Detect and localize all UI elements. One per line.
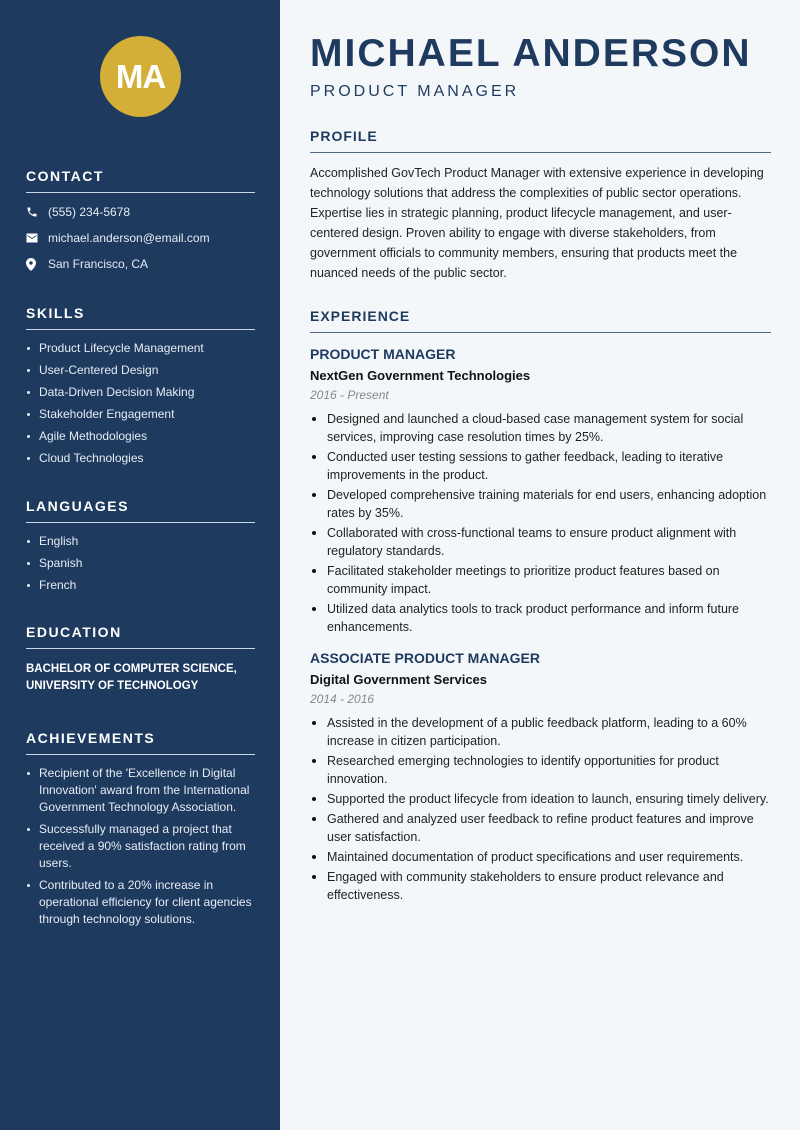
profile-text: Accomplished GovTech Product Manager with extensive experience in developing technology solutions that address the complexities of public sector operations. Expertise lies in strategic planning, product lifecycle management, and user-centered design. Proven ability to engage with diverse stakeholders, from government officials to community members, ensuring that products meet the nuanced needs of the public sector. (310, 166, 764, 280)
contact-location-text: San Francisco, CA (48, 257, 149, 271)
achievement-item: Recipient of the 'Excellence in Digital Innovation' award from the International Government Technology Association. (26, 765, 255, 816)
skill-item: Product Lifecycle Management (26, 340, 255, 357)
skill-item: User-Centered Design (26, 362, 255, 379)
candidate-name: MICHAEL ANDERSON (310, 32, 752, 75)
job-bullets (310, 714, 771, 904)
sidebar (0, 0, 280, 1130)
contact-email (26, 225, 255, 251)
education-heading: EDUCATION (26, 624, 255, 649)
skills-list (26, 340, 255, 467)
education-section (26, 624, 255, 695)
job-title: PRODUCT MANAGER (310, 346, 456, 362)
skill-item: Cloud Technologies (26, 450, 255, 467)
job-bullet: Supported the product lifecycle from ideation to launch, ensuring timely delivery. (310, 790, 771, 808)
education-line-1: BACHELOR OF COMPUTER SCIENCE, (26, 663, 237, 675)
language-item: Spanish (26, 555, 255, 572)
education-degree (26, 661, 255, 695)
skills-heading: SKILLS (26, 305, 255, 330)
education-line-2: UNIVERSITY OF TECHNOLOGY (26, 680, 199, 692)
phone-icon (26, 206, 48, 218)
job-dates: 2016 - Present (310, 388, 389, 402)
job-bullet: Gathered and analyzed user feedback to refine product features and improve user satisfaction. (310, 810, 771, 846)
experience-heading: EXPERIENCE (310, 308, 771, 333)
candidate-role: PRODUCT MANAGER (310, 83, 520, 100)
experience-section (310, 308, 771, 906)
achievements-list (26, 765, 255, 928)
language-item: French (26, 577, 255, 594)
contact-heading: CONTACT (26, 168, 255, 193)
contact-section (26, 168, 255, 277)
job-bullet: Utilized data analytics tools to track product performance and inform future enhancements. (310, 600, 771, 636)
email-icon (26, 233, 48, 243)
job-title: ASSOCIATE PRODUCT MANAGER (310, 650, 540, 666)
job-dates: 2014 - 2016 (310, 692, 375, 706)
skills-section (26, 305, 255, 472)
job-bullet: Developed comprehensive training materials for end users, enhancing adoption rates by 35%. (310, 486, 771, 522)
profile-section (310, 128, 771, 283)
job-bullet: Assisted in the development of a public feedback platform, leading to a 60% increase in citizen participation. (310, 714, 771, 750)
achievements-section (26, 730, 255, 933)
job-bullet: Researched emerging technologies to identify opportunities for product innovation. (310, 752, 771, 788)
skill-item: Data-Driven Decision Making (26, 384, 255, 401)
contact-email-text[interactable]: michael.anderson@email.com (48, 231, 210, 245)
skill-item: Agile Methodologies (26, 428, 255, 445)
profile-heading: PROFILE (310, 128, 771, 153)
job-bullet: Designed and launched a cloud-based case management system for social services, improving case resolution times by 25%. (310, 410, 771, 446)
job-entry (310, 650, 771, 904)
achievement-item: Contributed to a 20% increase in operational efficiency for client agencies through technology solutions. (26, 877, 255, 928)
contact-location (26, 251, 255, 277)
contact-phone (26, 199, 255, 225)
location-icon (26, 258, 48, 271)
job-company: Digital Government Services (310, 672, 488, 687)
language-item: English (26, 533, 255, 550)
job-company: NextGen Government Technologies (310, 368, 531, 383)
skill-item: Stakeholder Engagement (26, 406, 255, 423)
job-bullet: Conducted user testing sessions to gather feedback, leading to iterative improvements in the product. (310, 448, 771, 484)
languages-list (26, 533, 255, 594)
job-bullet: Facilitated stakeholder meetings to prioritize product features based on community impact. (310, 562, 771, 598)
contact-phone-text: (555) 234-5678 (48, 205, 131, 219)
avatar: MA (100, 36, 181, 117)
languages-section (26, 498, 255, 599)
job-entry (310, 346, 771, 636)
job-bullet: Maintained documentation of product specifications and user requirements. (310, 848, 771, 866)
job-bullet: Collaborated with cross-functional teams to ensure product alignment with regulatory standards. (310, 524, 771, 560)
achievement-item: Successfully managed a project that received a 90% satisfaction rating from users. (26, 821, 255, 872)
job-bullets (310, 410, 771, 636)
languages-heading: LANGUAGES (26, 498, 255, 523)
job-bullet: Engaged with community stakeholders to ensure product relevance and effectiveness. (310, 868, 771, 904)
achievements-heading: ACHIEVEMENTS (26, 730, 255, 755)
